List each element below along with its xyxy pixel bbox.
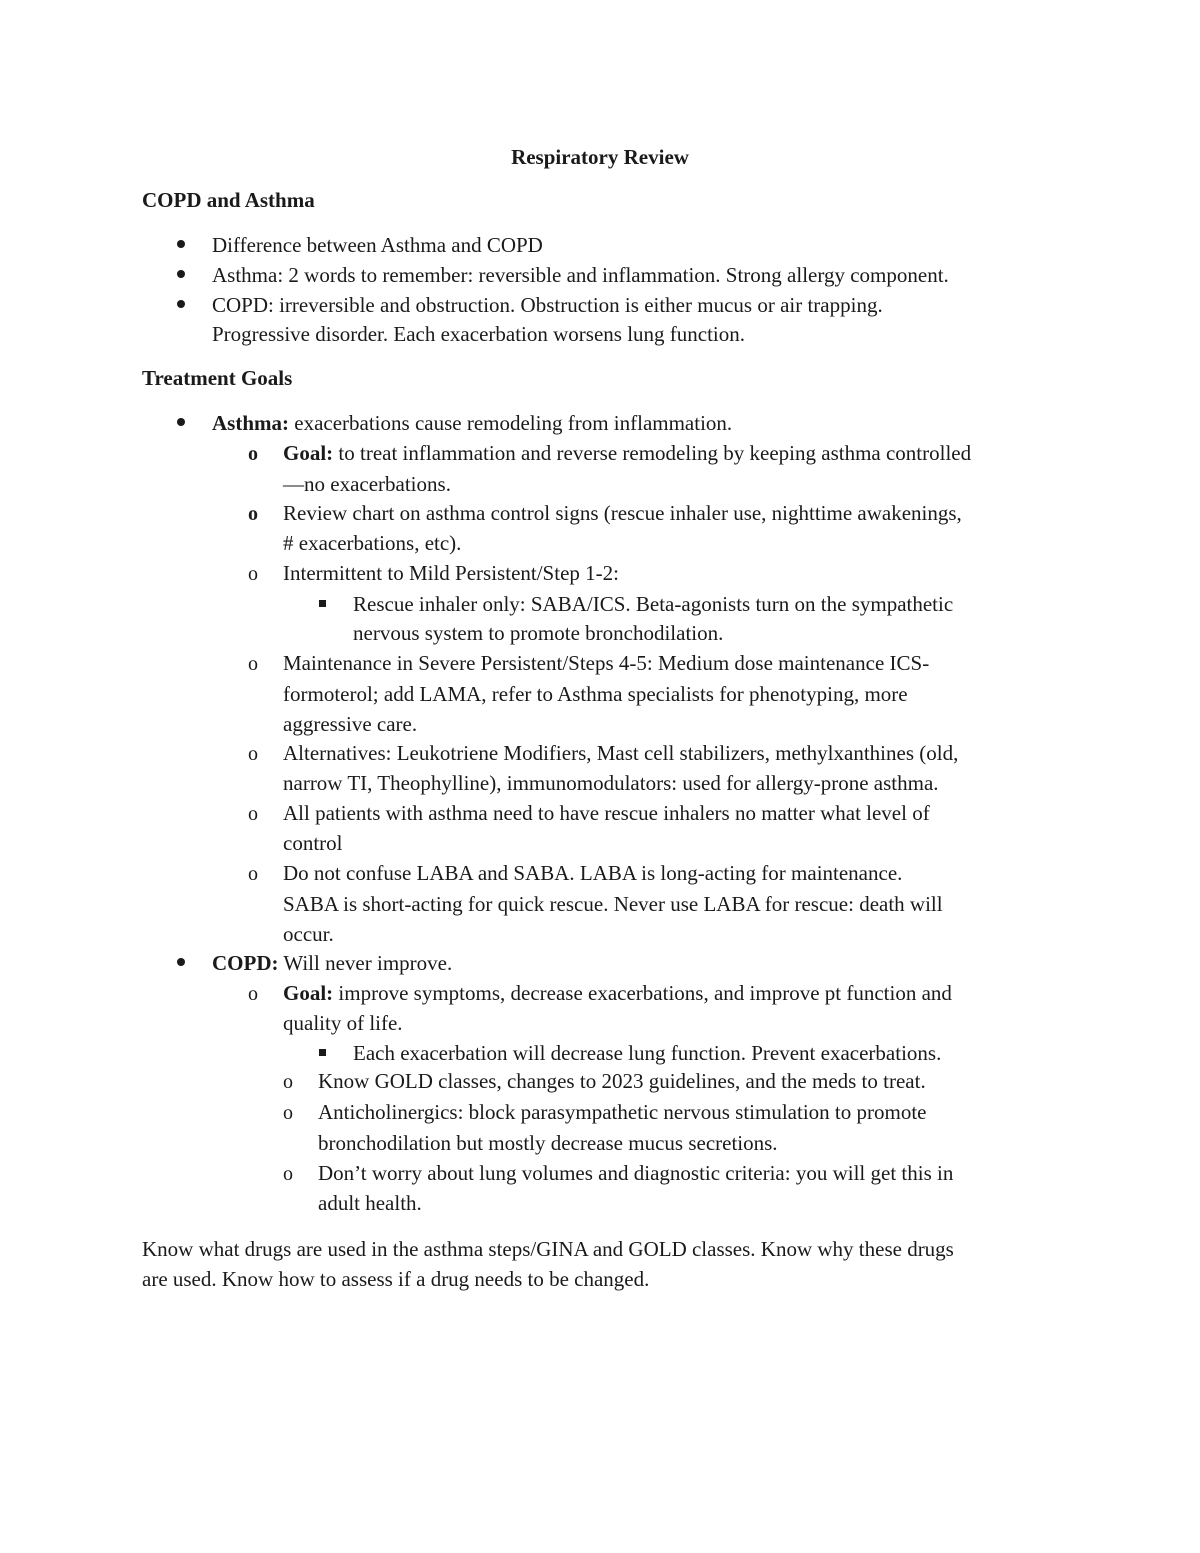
asthma-intermittent: Intermittent to Mild Persistent/Step 1-2:: [283, 561, 619, 585]
sub-bullet-icon: o: [248, 863, 258, 885]
copd-dont-worry-continuation: adult health.: [318, 1191, 422, 1215]
asthma-confuse: Do not confuse LABA and SABA. LABA is long-acting for maintenance.: [283, 861, 903, 885]
asthma-all-patients: All patients with asthma need to have rescue inhalers no matter what level of: [283, 801, 930, 825]
copd-label: COPD:: [212, 951, 279, 975]
copd-gold: Know GOLD classes, changes to 2023 guidelines, and the meds to treat.: [318, 1069, 926, 1093]
asthma-rescue-continuation: nervous system to promote bronchodilation.: [353, 621, 724, 645]
asthma-alternatives: Alternatives: Leukotriene Modifiers, Mast cell stabilizers, methylxanthines (old,: [283, 741, 959, 765]
list-item-continuation: Progressive disorder. Each exacerbation worsens lung function.: [212, 322, 746, 346]
page-title: Respiratory Review: [511, 145, 689, 169]
asthma-label: Asthma:: [212, 411, 289, 435]
list-item: Asthma: 2 words to remember: reversible and inflammation. Strong allergy component.: [212, 263, 949, 287]
bullet-icon: [177, 300, 185, 308]
closing-paragraph-line: are used. Know how to assess if a drug needs to be changed.: [142, 1267, 650, 1291]
sub-bullet-icon: o: [283, 1163, 293, 1185]
sub-bullet-icon: o: [248, 743, 258, 765]
asthma-alternatives-continuation: narrow TI, Theophylline), immunomodulators: used for allergy-prone asthma.: [283, 771, 939, 795]
bullet-icon: [177, 240, 185, 248]
list-item: COPD: irreversible and obstruction. Obstruction is either mucus or air trapping.: [212, 293, 883, 317]
sub-bullet-icon: o: [283, 1071, 293, 1093]
bullet-icon: [177, 958, 185, 966]
goal-text: to treat inflammation and reverse remodeling by keeping asthma controlled: [333, 441, 972, 465]
bullet-icon: [177, 418, 185, 426]
asthma-maintenance-continuation: formoterol; add LAMA, refer to Asthma specialists for phenotyping, more: [283, 682, 908, 706]
asthma-all-patients-continuation: control: [283, 831, 343, 855]
copd-anticholinergics-continuation: bronchodilation but mostly decrease mucus secretions.: [318, 1131, 778, 1155]
section-heading-treatment-goals: Treatment Goals: [142, 366, 293, 390]
asthma-confuse-continuation: occur.: [283, 922, 334, 946]
copd-anticholinergics: Anticholinergics: block parasympathetic nervous stimulation to promote: [318, 1100, 927, 1124]
sub-bullet-icon: o: [248, 563, 258, 585]
bullet-icon: [177, 270, 185, 278]
asthma-maintenance: Maintenance in Severe Persistent/Steps 4-5: Medium dose maintenance ICS-: [283, 651, 930, 675]
copd-item: [212, 948, 452, 978]
asthma-review-continuation: # exacerbations, etc).: [283, 531, 462, 555]
copd-text: Will never improve.: [278, 951, 453, 975]
goal-label: Goal:: [283, 981, 334, 1005]
copd-each-exacerbation: Each exacerbation will decrease lung function. Prevent exacerbations.: [353, 1041, 942, 1065]
sub-bullet-icon: o: [283, 1102, 293, 1124]
asthma-review: Review chart on asthma control signs (rescue inhaler use, nighttime awakenings,: [283, 501, 962, 525]
sub-bullet-icon: o: [248, 803, 258, 825]
section-heading-copd-asthma: COPD and Asthma: [142, 188, 315, 212]
goal-text: improve symptoms, decrease exacerbations, and improve pt function and: [333, 981, 952, 1005]
asthma-confuse-continuation: SABA is short-acting for quick rescue. Never use LABA for rescue: death will: [283, 892, 943, 916]
list-item: Difference between Asthma and COPD: [212, 233, 543, 257]
copd-dont-worry: Don’t worry about lung volumes and diagnostic criteria: you will get this in: [318, 1161, 954, 1185]
asthma-goal-continuation: —no exacerbations.: [283, 472, 451, 496]
square-bullet-icon: [319, 1049, 326, 1056]
asthma-rescue: Rescue inhaler only: SABA/ICS. Beta-agonists turn on the sympathetic: [353, 592, 954, 616]
copd-goal-continuation: quality of life.: [283, 1011, 403, 1035]
asthma-goal: [283, 438, 971, 468]
goal-label: Goal:: [283, 441, 334, 465]
closing-paragraph-line: Know what drugs are used in the asthma steps/GINA and GOLD classes. Know why these drugs: [142, 1237, 954, 1261]
copd-goal: [283, 978, 952, 1008]
asthma-text: exacerbations cause remodeling from inflammation.: [289, 411, 733, 435]
sub-bullet-icon: o: [248, 983, 258, 1005]
sub-bullet-icon: o: [248, 503, 258, 525]
asthma-maintenance-continuation: aggressive care.: [283, 712, 418, 736]
square-bullet-icon: [319, 600, 326, 607]
sub-bullet-icon: o: [248, 653, 258, 675]
sub-bullet-icon: o: [248, 443, 258, 465]
asthma-item: [212, 408, 732, 438]
